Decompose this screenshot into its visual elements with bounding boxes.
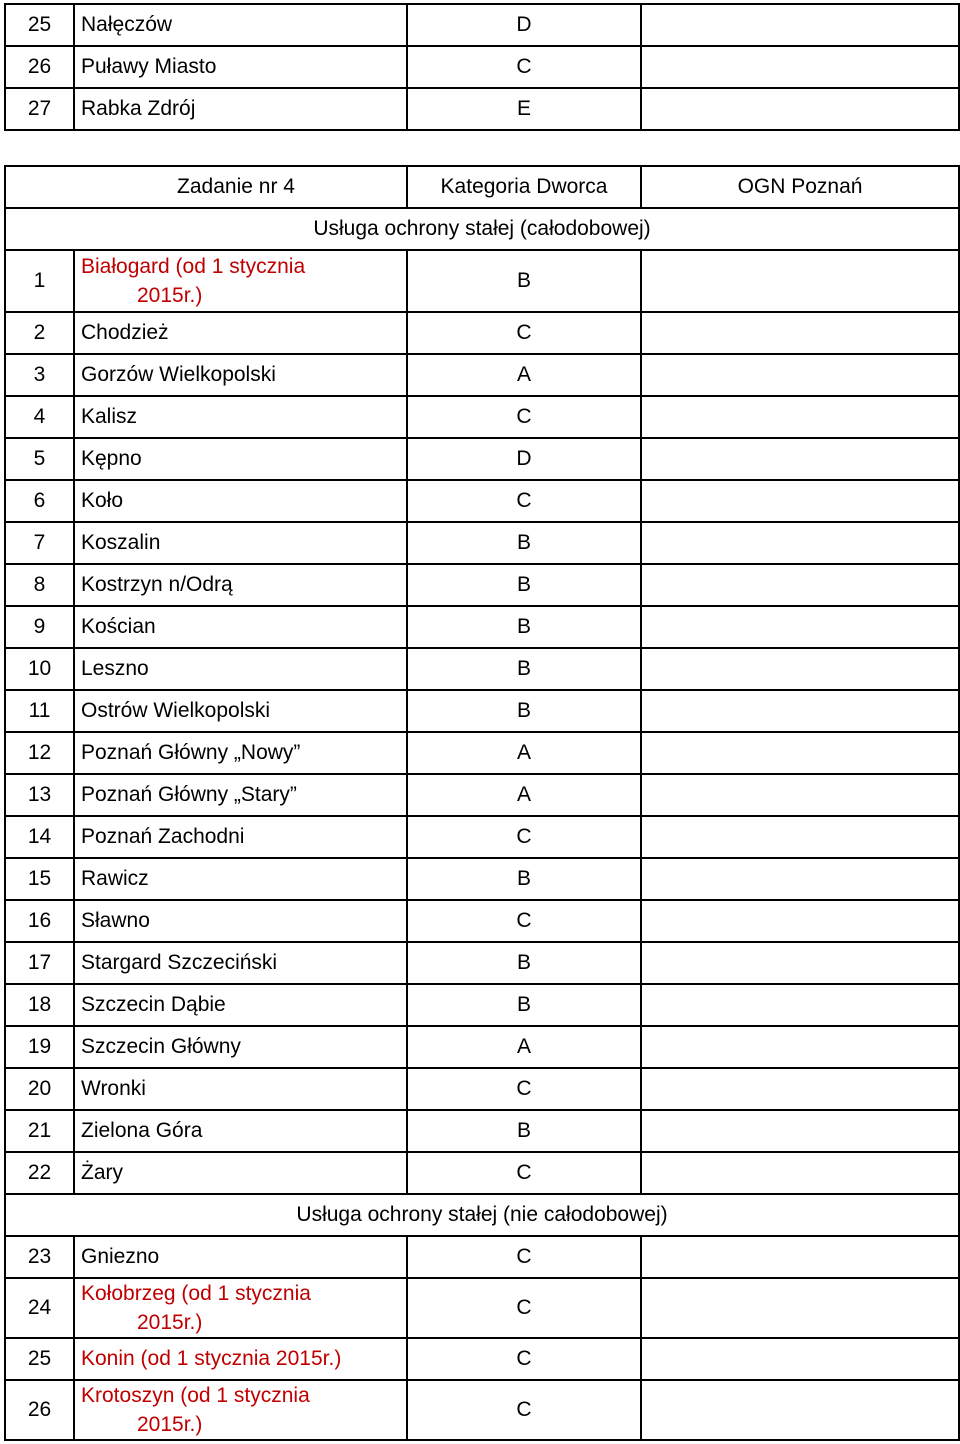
station-category: C xyxy=(407,1068,641,1110)
table-row xyxy=(5,312,959,354)
table-row xyxy=(5,480,959,522)
station-category: D xyxy=(407,438,641,480)
station-category: B xyxy=(407,250,641,312)
table-row xyxy=(5,250,959,312)
table-row xyxy=(5,1278,959,1338)
station-category: C xyxy=(407,480,641,522)
section-row xyxy=(5,1194,959,1236)
station-name-line2: 2015r.) xyxy=(137,1311,203,1334)
empty-cell xyxy=(641,984,959,1026)
table-row xyxy=(5,88,959,130)
station-name-line1: Białogard (od 1 stycznia xyxy=(81,255,306,278)
station-category: C xyxy=(407,900,641,942)
station-name: Stargard Szczeciński xyxy=(74,942,407,984)
empty-cell xyxy=(641,4,959,46)
station-name: Puławy Miasto xyxy=(74,46,407,88)
empty-cell xyxy=(641,732,959,774)
table-row xyxy=(5,606,959,648)
station-category: C xyxy=(407,1278,641,1338)
row-number: 4 xyxy=(5,396,74,438)
station-name xyxy=(74,1380,407,1440)
row-number: 21 xyxy=(5,1110,74,1152)
station-category: B xyxy=(407,984,641,1026)
row-number: 3 xyxy=(5,354,74,396)
station-name: Kępno xyxy=(74,438,407,480)
category-header: Kategoria Dworca xyxy=(407,166,641,208)
row-number: 6 xyxy=(5,480,74,522)
empty-cell xyxy=(641,1110,959,1152)
table-row xyxy=(5,648,959,690)
table-row xyxy=(5,816,959,858)
station-category: A xyxy=(407,354,641,396)
station-name: Gniezno xyxy=(74,1236,407,1278)
station-name-line2: 2015r.) xyxy=(137,1413,203,1436)
station-category: A xyxy=(407,774,641,816)
station-category: A xyxy=(407,732,641,774)
station-name: Gorzów Wielkopolski xyxy=(74,354,407,396)
empty-cell xyxy=(641,942,959,984)
empty-cell xyxy=(641,648,959,690)
station-name: Poznań Zachodni xyxy=(74,816,407,858)
row-number: 26 xyxy=(5,46,74,88)
station-name: Szczecin Główny xyxy=(74,1026,407,1068)
station-name: Kościan xyxy=(74,606,407,648)
table-row xyxy=(5,1026,959,1068)
empty-cell xyxy=(641,522,959,564)
row-number: 8 xyxy=(5,564,74,606)
office-label: OGN Poznań xyxy=(641,166,959,208)
station-category: B xyxy=(407,690,641,732)
row-number: 26 xyxy=(5,1380,74,1440)
row-number: 2 xyxy=(5,312,74,354)
row-number: 18 xyxy=(5,984,74,1026)
station-category: B xyxy=(407,942,641,984)
station-category: C xyxy=(407,1380,641,1440)
station-category: B xyxy=(407,606,641,648)
empty-cell xyxy=(641,1026,959,1068)
station-category: B xyxy=(407,564,641,606)
station-name: Sławno xyxy=(74,900,407,942)
empty-cell xyxy=(641,816,959,858)
station-name: Poznań Główny „Nowy” xyxy=(74,732,407,774)
station-name: Nałęczów xyxy=(74,4,407,46)
section-heading-not-24h: Usługa ochrony stałej (nie całodobowej) xyxy=(5,1194,959,1236)
station-name-line1: Krotoszyn (od 1 stycznia xyxy=(81,1384,310,1407)
empty-cell xyxy=(641,606,959,648)
empty-cell xyxy=(641,900,959,942)
station-category: A xyxy=(407,1026,641,1068)
row-number: 25 xyxy=(5,1338,74,1380)
row-number: 7 xyxy=(5,522,74,564)
station-name: Chodzież xyxy=(74,312,407,354)
row-number: 24 xyxy=(5,1278,74,1338)
row-number: 23 xyxy=(5,1236,74,1278)
station-category: E xyxy=(407,88,641,130)
row-number: 27 xyxy=(5,88,74,130)
station-name-line2: 2015r.) xyxy=(137,284,203,307)
table-row xyxy=(5,438,959,480)
station-name: Koszalin xyxy=(74,522,407,564)
station-category: B xyxy=(407,858,641,900)
station-category: D xyxy=(407,4,641,46)
station-name: Poznań Główny „Stary” xyxy=(74,774,407,816)
task-4-table xyxy=(4,165,960,1441)
station-name: Wronki xyxy=(74,1068,407,1110)
table-row xyxy=(5,1152,959,1194)
row-number: 22 xyxy=(5,1152,74,1194)
table-row xyxy=(5,396,959,438)
table-row xyxy=(5,858,959,900)
empty-cell xyxy=(641,396,959,438)
row-number: 10 xyxy=(5,648,74,690)
table-row xyxy=(5,732,959,774)
empty-cell xyxy=(641,1236,959,1278)
row-number: 12 xyxy=(5,732,74,774)
station-category: B xyxy=(407,522,641,564)
top-continuation-table xyxy=(4,3,960,131)
empty-cell xyxy=(641,774,959,816)
empty-cell xyxy=(641,354,959,396)
empty-cell xyxy=(641,858,959,900)
station-category: B xyxy=(407,648,641,690)
task-header-row xyxy=(5,166,959,208)
empty-cell xyxy=(641,46,959,88)
station-category: C xyxy=(407,312,641,354)
station-name: Zielona Góra xyxy=(74,1110,407,1152)
station-name: Leszno xyxy=(74,648,407,690)
row-number: 9 xyxy=(5,606,74,648)
station-category: C xyxy=(407,46,641,88)
station-category: B xyxy=(407,1110,641,1152)
table-row xyxy=(5,984,959,1026)
task-label: Zadanie nr 4 xyxy=(5,166,407,208)
station-category: C xyxy=(407,816,641,858)
station-name-line1: Kołobrzeg (od 1 stycznia xyxy=(81,1282,311,1305)
table-row xyxy=(5,690,959,732)
empty-cell xyxy=(641,564,959,606)
station-name: Koło xyxy=(74,480,407,522)
station-name: Kalisz xyxy=(74,396,407,438)
row-number: 5 xyxy=(5,438,74,480)
station-category: C xyxy=(407,1152,641,1194)
empty-cell xyxy=(641,88,959,130)
table-row xyxy=(5,942,959,984)
table-row xyxy=(5,1110,959,1152)
row-number: 16 xyxy=(5,900,74,942)
empty-cell xyxy=(641,1380,959,1440)
row-number: 14 xyxy=(5,816,74,858)
station-category: C xyxy=(407,396,641,438)
row-number: 13 xyxy=(5,774,74,816)
station-name: Rabka Zdrój xyxy=(74,88,407,130)
empty-cell xyxy=(641,438,959,480)
empty-cell xyxy=(641,1338,959,1380)
station-name xyxy=(74,1278,407,1338)
section-heading-24h: Usługa ochrony stałej (całodobowej) xyxy=(5,208,959,250)
empty-cell xyxy=(641,312,959,354)
row-number: 20 xyxy=(5,1068,74,1110)
empty-cell xyxy=(641,250,959,312)
table-row xyxy=(5,1068,959,1110)
table-row xyxy=(5,46,959,88)
section-row xyxy=(5,208,959,250)
row-number: 11 xyxy=(5,690,74,732)
station-name: Szczecin Dąbie xyxy=(74,984,407,1026)
table-row xyxy=(5,4,959,46)
empty-cell xyxy=(641,690,959,732)
empty-cell xyxy=(641,1278,959,1338)
table-row xyxy=(5,522,959,564)
row-number: 15 xyxy=(5,858,74,900)
station-name xyxy=(74,250,407,312)
station-name: Żary xyxy=(74,1152,407,1194)
table-row xyxy=(5,354,959,396)
table-row xyxy=(5,1380,959,1440)
row-number: 17 xyxy=(5,942,74,984)
station-name: Rawicz xyxy=(74,858,407,900)
empty-cell xyxy=(641,480,959,522)
station-category: C xyxy=(407,1338,641,1380)
empty-cell xyxy=(641,1068,959,1110)
station-name: Ostrów Wielkopolski xyxy=(74,690,407,732)
row-number: 19 xyxy=(5,1026,74,1068)
table-row xyxy=(5,1338,959,1380)
table-row xyxy=(5,774,959,816)
row-number: 1 xyxy=(5,250,74,312)
station-category: C xyxy=(407,1236,641,1278)
table-row xyxy=(5,1236,959,1278)
table-row xyxy=(5,900,959,942)
station-name: Kostrzyn n/Odrą xyxy=(74,564,407,606)
table-row xyxy=(5,564,959,606)
row-number: 25 xyxy=(5,4,74,46)
station-name: Konin (od 1 stycznia 2015r.) xyxy=(74,1338,407,1380)
empty-cell xyxy=(641,1152,959,1194)
